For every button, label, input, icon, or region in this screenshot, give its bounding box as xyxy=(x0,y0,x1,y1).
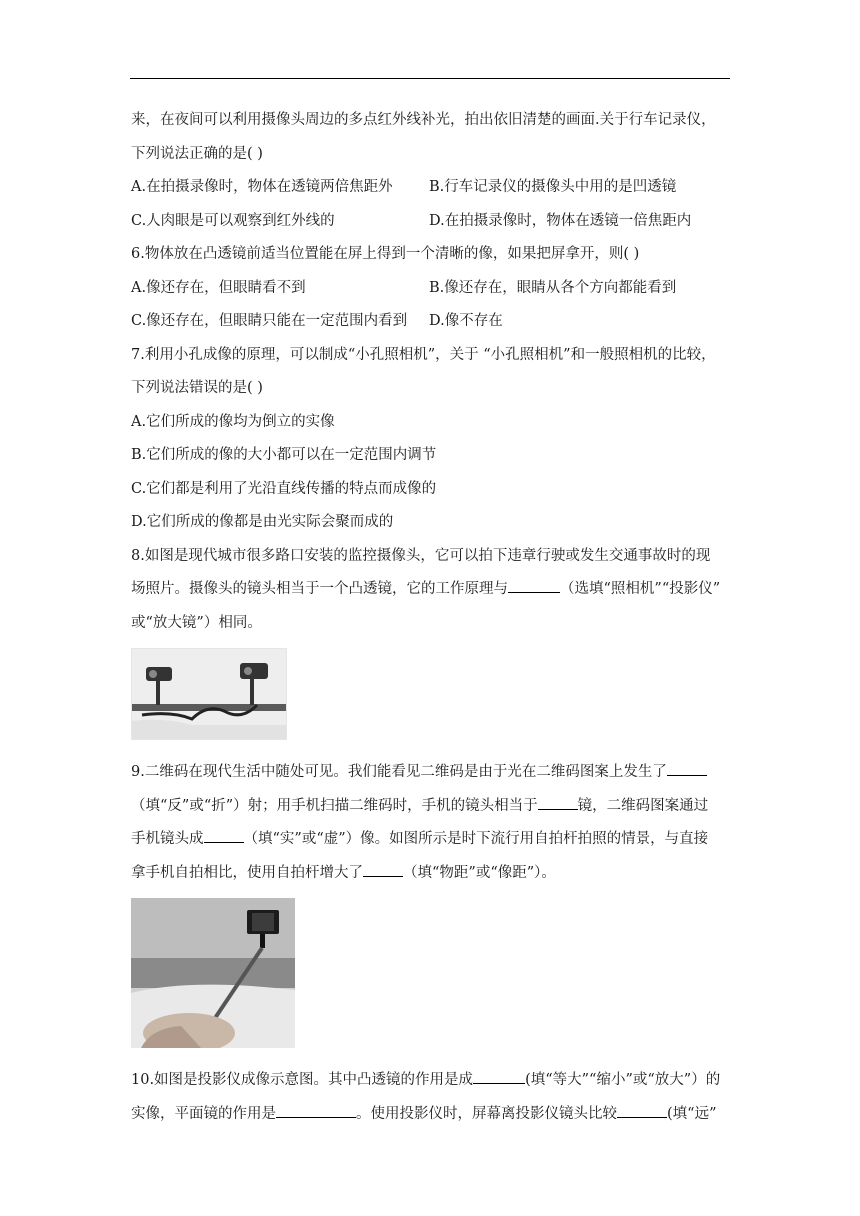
q9-line xyxy=(131,823,731,857)
q7-stem: 下列说法错误的是( ) xyxy=(131,380,263,396)
q6-option-c: C.像还存在，但眼睛只能在一定范围内看到 xyxy=(131,313,408,329)
q7-option-c: C.它们都是利用了光沿直线传播的特点而成像的 xyxy=(131,480,437,497)
text-line: 下列说法正确的是( ) xyxy=(131,145,263,162)
q9-text: 镜，二维码图案通过 xyxy=(577,797,709,814)
q5-option-c: C.人肉眼是可以观察到红外线的 xyxy=(131,212,335,229)
q7-option-a: A.它们所成的像均为倒立的实像 xyxy=(131,413,335,430)
q10-text: 。使用投影仪时，屏幕离投影仪镜头比较 xyxy=(356,1105,617,1122)
answer-blank xyxy=(204,824,244,843)
q10-line xyxy=(131,1064,731,1098)
answer-blank xyxy=(538,791,578,810)
answer-blank xyxy=(473,1065,525,1084)
q7-option-d: D.它们所成的像都是由光实际会聚而成的 xyxy=(131,514,394,530)
q5-options-row xyxy=(131,205,731,239)
q6-option-a: A.像还存在，但眼睛看不到 xyxy=(131,279,306,296)
q8-line: 或“放大镜”）相同。 xyxy=(131,614,262,631)
q6-options-row xyxy=(131,305,731,339)
answer-blank xyxy=(508,574,560,593)
q10-line xyxy=(131,1098,731,1132)
q6-option-d: D.像不存在 xyxy=(429,313,503,329)
header-rule xyxy=(130,78,730,79)
q7-stem: 7.利用小孔成像的原理，可以制成“小孔照相机”，关于 “小孔照相机”和一般照相机的比较， xyxy=(131,346,716,363)
q5-option-b: B.行车记录仪的摄像头中用的是凹透镜 xyxy=(429,179,677,195)
q9-text: 拿手机自拍相比，使用自拍杆增大了 xyxy=(131,864,363,881)
q8-line xyxy=(131,573,731,607)
q9-line xyxy=(131,857,731,891)
q9-text: 9.二维码在现代生活中随处可见。我们能看见二维码是由于光在二维码图案上发生了 xyxy=(131,764,667,780)
q8-line: 8.如图是现代城市很多路口安装的监控摄像头，它可以拍下违章行驶或发生交通事故时的现 xyxy=(131,547,711,564)
q9-text: 手机镜头成 xyxy=(131,831,204,847)
text-line: 来，在夜间可以利用摄像头周边的多点红外线补光，拍出依旧清楚的画面.关于行车记录仪， xyxy=(131,112,716,128)
answer-blank xyxy=(276,1099,356,1118)
q7-option-b: B.它们所成的像的大小都可以在一定范围内调节 xyxy=(131,447,437,463)
q5-option-a: A.在拍摄录像时，物体在透镜两倍焦距外 xyxy=(131,179,393,195)
q10-text: 10.如图是投影仪成像示意图。其中凸透镜的作用是成 xyxy=(131,1072,474,1088)
q9-line xyxy=(131,756,731,790)
q10-text: 实像，平面镜的作用是 xyxy=(131,1105,276,1122)
q10-text: (填“远” xyxy=(667,1105,717,1122)
q8-text: （选填“照相机”“投影仪” xyxy=(560,581,721,597)
answer-blank xyxy=(363,858,403,877)
selfie-stick-image xyxy=(131,898,731,1052)
q9-text: （填“物距”或“像距”）。 xyxy=(403,864,556,881)
q8-text: 场照片。摄像头的镜头相当于一个凸透镜，它的工作原理与 xyxy=(131,581,508,597)
q5-options-row xyxy=(131,171,731,205)
q6-stem: 6.物体放在凸透镜前适当位置能在屏上得到一个清晰的像，如果把屏拿开，则( ) xyxy=(131,246,640,262)
q9-text: （填“实”或“虚”）像。如图所示是时下流行用自拍杆拍照的情景，与直接 xyxy=(243,831,709,847)
answer-blank xyxy=(667,757,707,776)
q10-text: (填“等大”“缩小”或“放大”）的 xyxy=(525,1072,721,1088)
question-content xyxy=(131,104,731,1131)
q9-text: （填“反”或“折”）射；用手机扫描二维码时，手机的镜头相当于 xyxy=(131,797,538,814)
surveillance-camera-image xyxy=(131,648,731,744)
q6-option-b: B.像还存在，眼睛从各个方向都能看到 xyxy=(429,279,677,296)
q5-option-d: D.在拍摄录像时，物体在透镜一倍焦距内 xyxy=(429,212,692,229)
q9-line xyxy=(131,790,731,824)
answer-blank xyxy=(617,1099,667,1118)
q6-options-row xyxy=(131,272,731,306)
